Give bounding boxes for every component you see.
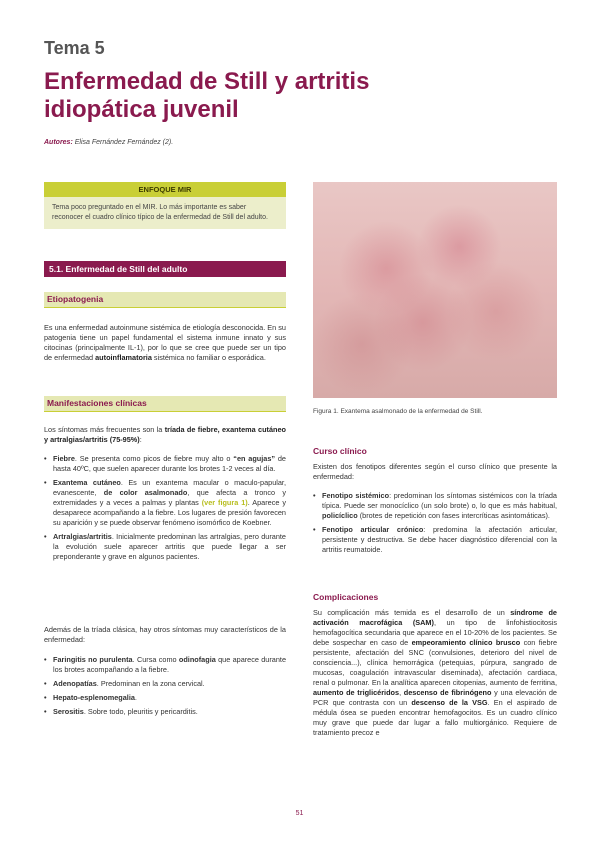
list-item: • Adenopatías. Predominan en la zona cervical. — [44, 679, 286, 689]
triad-list — [44, 454, 286, 566]
skin-rash-photo — [313, 182, 557, 398]
authors-label: Autores: — [44, 139, 73, 146]
chapter-number: Tema 5 — [44, 38, 105, 58]
figure-caption: Figura 1. Exantema asalmonado de la enfermedad de Still. — [313, 408, 483, 415]
manifestaciones-intro-bold: tríada de fiebre, exantema cutáneo y artralgias/artritis (75-95%) — [44, 425, 286, 444]
section-heading-label: 5.1. Enfermedad de Still del adulto — [49, 264, 188, 274]
list-item: • Fenotipo articular crónico: predomina la afectación articular, persistente y destructiva. Se debe hacer diagnóstico diferencial con la artritis reumatoide. — [313, 525, 557, 555]
etiopatogenia-text: Es una enfermedad autoinmune sistémica de etiología desconocida. En su patogenia tiene un papel fundamental el sistema inmune innato y sus citocinas (principalmente IL-1), por lo que se cree que puede ser un tipo de enfermedad — [44, 323, 286, 362]
subsection-manifestaciones-label: Manifestaciones clínicas — [47, 398, 147, 408]
enfoque-mir-heading: ENFOQUE MIR — [44, 182, 286, 197]
complicaciones-paragraph: Su complicación más temida es el desarrollo de un síndrome de activación macrofágica (SAM), un tipo de linfohistiocitosis hemofagocítica secundaria que aparece en el 10-20% de los pacientes. Se debe sospechar en caso de empeoramiento clínico brusco con fiebre persistente, afectación del SNC (convulsiones, deterioro del nivel de consciencia...), clínica hemorrágica (petequias, púrpura, sangrado de mucosas, coagulación intravascular diseminada), afectación cardiaca, renal o pulmonar. En la analítica aparecen citopenias, aumento de ferritina, aumento de triglicéridos, descenso de fibrinógeno y una elevación de PCR que contrasta con un descenso de la VSG. En el aspirado de médula ósea se pueden encontrar hemofagocitos. Es un cuadro clínico muy grave que puede dar lugar a fallo multiorgánico. Requiere de tratamiento precoz e — [313, 608, 558, 737]
subsection-etiopatogenia-label: Etiopatogenia — [47, 294, 104, 304]
subsection-manifestaciones — [44, 396, 286, 412]
manifestaciones-intro — [44, 425, 286, 445]
ademas-paragraph: Además de la tríada clásica, hay otros síntomas muy característicos de la enfermedad: — [44, 625, 286, 644]
enfoque-mir-box — [44, 182, 286, 229]
curso-clinico-heading: Curso clínico — [313, 446, 367, 456]
subsection-etiopatogenia — [44, 292, 286, 308]
list-item: • Artralgias/artritis. Inicialmente predominan las artralgias, pero durante la evolución suele aparecer artritis que puede llegar a ser preponderante y grave en algunos pacientes. — [44, 532, 286, 562]
figure-reference-link[interactable]: (ver figura 1) — [201, 498, 248, 507]
section-heading — [44, 261, 286, 277]
list-item: • Hepato-esplenomegalia. — [44, 693, 286, 703]
manifestaciones-intro-end: : — [139, 435, 142, 444]
enfoque-mir-text: Tema poco preguntado en el MIR. Lo más importante es saber reconocer el cuadro clínico típico de la enfermedad de Still del adulto. — [44, 197, 286, 229]
page-number: 51 — [295, 810, 304, 817]
list-item: • Fenotipo sistémico: predominan los síntomas sistémicos con la tríada típica. Puede ser monocíclico (un solo brote) o, lo que es más habitual, policíclico (brotes de repetición con fases intercríticas asintomáticas). — [313, 491, 557, 521]
list-item: • Faringitis no purulenta. Cursa como odinofagia que aparece durante los brotes acompañando a la fiebre. — [44, 655, 286, 675]
list-item: • Exantema cutáneo. Es un exantema macular o maculo-papular, evanescente, de color asalmonado, que afecta a tronco y extremidades y a veces a palmas y plantas (ver figura 1). Aparece y desaparece acompañando a la fiebre. Los lugares de presión favorecen su aparición y se puede observar fenómeno isomórfico de Koebner. — [44, 478, 286, 528]
curso-intro: Existen dos fenotipos diferentes según el curso clínico que presente la enfermedad: — [313, 462, 557, 481]
curso-list — [313, 491, 557, 559]
authors-line — [44, 139, 173, 146]
manifestaciones-intro-text: Los síntomas más frecuentes son la — [44, 425, 165, 434]
complicaciones-heading: Complicaciones — [313, 592, 379, 602]
authors-names: Elisa Fernández Fernández (2). — [74, 139, 174, 146]
list-item: • Fiebre. Se presenta como picos de fiebre muy alto o “en agujas” de hasta 40ºC, que suelen aparecer durante los brotes 1-2 veces al día. — [44, 454, 286, 474]
etiopatogenia-paragraph — [44, 323, 286, 363]
list-item: • Serositis. Sobre todo, pleuritis y pericarditis. — [44, 707, 286, 717]
page-title: Enfermedad de Still y artritis idiopática juvenil — [44, 68, 370, 123]
etiopatogenia-text-end: sistémica no familiar o esporádica. — [151, 353, 266, 362]
etiopatogenia-bold: autoinflamatoria — [95, 353, 152, 362]
other-symptoms-list — [44, 655, 286, 721]
